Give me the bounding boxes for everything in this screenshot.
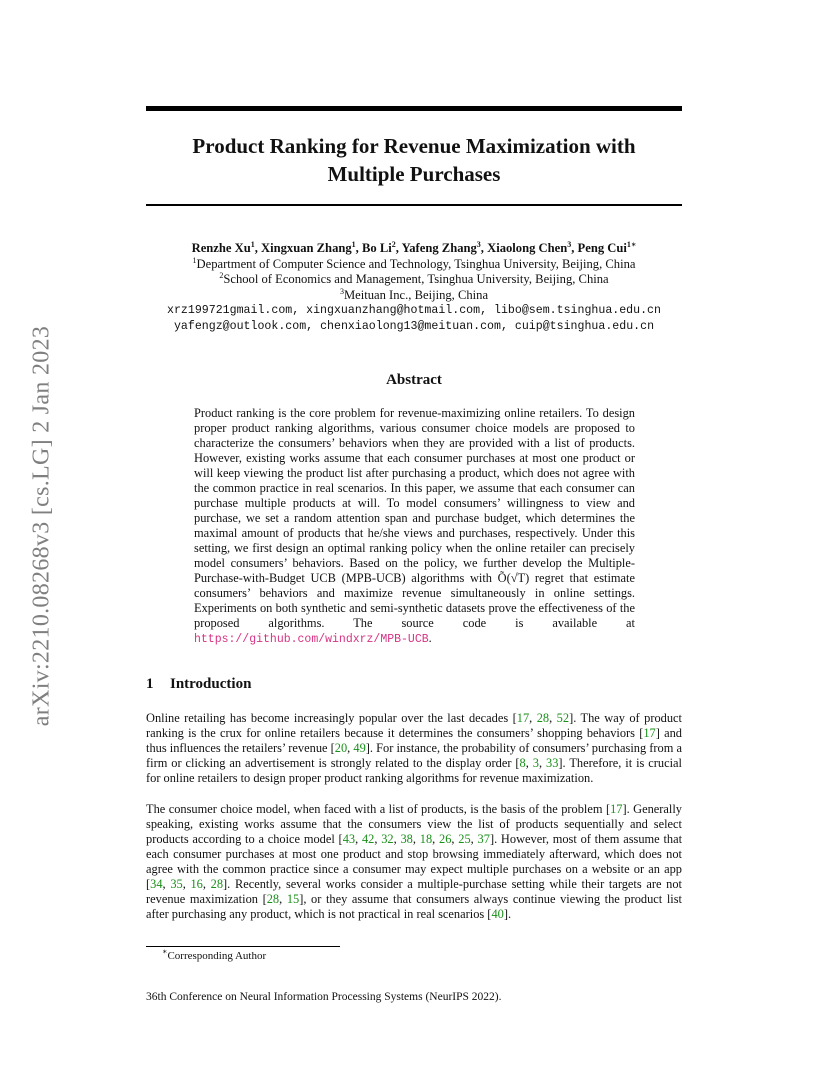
- citation-link[interactable]: 33: [546, 756, 559, 770]
- section-heading-introduction: [146, 676, 251, 693]
- author-list: Renzhe Xu$^1$, Xingxuan Zhang$^1$, Bo Li$^2$, Yafeng Zhang$^3$, Xiaolong Chen$^3$, Peng Cui$^{1∗}$: [191, 240, 637, 255]
- regret-bound-math: Õ(√T): [497, 571, 530, 585]
- citation-link[interactable]: 17: [610, 802, 623, 816]
- citation-link[interactable]: 43: [342, 832, 356, 846]
- citation-link[interactable]: 25: [458, 832, 471, 846]
- citation-link[interactable]: 20: [334, 741, 348, 755]
- section-title: Introduction: [170, 676, 252, 692]
- abstract-text-1: Product ranking is the core problem for revenue-maximizing online retailers. To design proper product ranking algorithms, various consumer choice models are proposed to characterize the consumers’ behaviors when they are provided with a list of products. However, existing works assume that each consumer purchases at most one product or will keep viewing the product list after purchasing a product, which does not agree with the common practice in real scenarios. In this paper, we assume that each consumer can purchase multiple products at will. To model consumers’ willingness to view and purchase, we set a random attention span and purchase budget, which determines the maximal amount of products that he/she views and purchases, respectively. Under this setting, we first design an optimal ranking policy when the online retailer can precisely model consumers’ behaviors. Based on the policy, we further develop the Multiple-Purchase-with-Budget UCB (MPB-UCB) algorithms with: [194, 406, 635, 585]
- citation-link[interactable]: 52: [556, 711, 570, 725]
- email-line-2: yafengz@outlook.com, chenxiaolong13@meituan.com, cuip@tsinghua.edu.cn: [173, 319, 655, 333]
- abstract-text-2: regret that estimate consumers’ behaviors and maximize revenue simultaneously in online settings. Experiments on both synthetic and semi-synthetic datasets prove the effectiveness of the proposed algorithms. The source code is available at: [194, 571, 635, 630]
- venue-line: 36th Conference on Neural Information Processing Systems (NeurIPS 2022).: [146, 991, 502, 1003]
- author-name: Yafeng Zhang: [401, 241, 477, 255]
- footnote-text: Corresponding Author: [167, 950, 267, 962]
- author-name: Xingxuan Zhang: [261, 241, 352, 255]
- title-line-2: Multiple Purchases: [327, 162, 501, 186]
- citation-link[interactable]: 28: [536, 711, 550, 725]
- citation-link[interactable]: 8: [519, 756, 526, 770]
- citation-link[interactable]: 16: [190, 877, 203, 891]
- title-bottom-rule: [146, 204, 682, 206]
- affiliation-text: Meituan Inc., Beijing, China: [343, 287, 489, 302]
- citation-link[interactable]: 26: [439, 832, 452, 846]
- section-number: 1: [146, 676, 154, 692]
- title-top-rule: [146, 106, 682, 111]
- affiliation-line: [146, 272, 682, 288]
- abstract-heading: Abstract: [386, 372, 442, 388]
- author-affiliation-mark: 1∗: [626, 240, 637, 249]
- citation-link[interactable]: 17: [516, 711, 530, 725]
- affiliation-mark: 2: [219, 271, 224, 280]
- author-name: Xiaolong Chen: [487, 241, 568, 255]
- arxiv-identifier-text: arXiv:2210.08268v3 [cs.LG] 2 Jan 2023: [28, 325, 55, 727]
- citation-link[interactable]: 15: [286, 892, 300, 906]
- citation-link[interactable]: 49: [353, 741, 366, 755]
- citation-link[interactable]: 28: [210, 877, 224, 891]
- author-affiliation-mark: 1: [250, 240, 255, 249]
- citation-link[interactable]: 18: [419, 832, 433, 846]
- affiliation-text: School of Economics and Management, Tsinghua University, Beijing, China: [223, 272, 609, 286]
- author-affiliation-mark: 3: [567, 240, 572, 249]
- affiliation-list: [146, 257, 682, 304]
- affiliation-line: [146, 288, 682, 304]
- affiliation-mark: 1: [192, 255, 197, 265]
- email-line-1: xrz199721gmail.com, xingxuanzhang@hotmail.com, libo@sem.tsinghua.edu.cn: [167, 304, 661, 317]
- citation-link[interactable]: 28: [266, 892, 280, 906]
- intro-paragraph-1: Online retailing has become increasingly popular over the last decades [17, 28, 52]. The way of product ranking is the crux for online retailers because it determines the consumers’ shopping behaviors [17] and thus influences the retailers’ revenue [20, 49]. For instance, the probability of consumers’ purchasing from a firm or clicking an advertisement is strongly related to the display order [8, 3, 33]. Therefore, it is crucial for online retailers to design proper product ranking algorithms for revenue maximization.: [146, 711, 682, 785]
- author-name: Renzhe Xu: [191, 241, 251, 255]
- affiliation-text: Department of Computer Science and Technology, Tsinghua University, Beijing, China: [196, 256, 636, 271]
- affiliation-mark: 3: [339, 286, 344, 296]
- citation-link[interactable]: 32: [381, 832, 394, 846]
- footnote-mark: ∗: [162, 947, 168, 956]
- intro-paragraph-2: The consumer choice model, when faced with a list of products, is the basis of the problem [17]. Generally speaking, existing works assume that the consumers view the list of products sequentially and select products according to a choice model [43, 42, 32, 38, 18, 26, 25, 37]. However, most of them assume that each consumer purchases at most one product and stop browsing immediately afterward, which does not agree with the common practice since a consumer may expect multiple purchases on a website or an app [34, 35, 16, 28]. Recently, several works consider a multiple-purchase setting while their targets are not revenue maximization [28, 15], or they assume that consumers always continue viewing the product list after purchasing any product, which is not practical in real scenarios [40].: [146, 802, 683, 921]
- affiliation-line: [146, 257, 682, 273]
- author-name: Bo Li: [361, 241, 392, 255]
- footnote: [162, 947, 267, 962]
- author-affiliation-mark: 2: [391, 240, 396, 249]
- title-line-1: Product Ranking for Revenue Maximization with: [192, 134, 636, 158]
- abstract-end: .: [428, 631, 432, 645]
- citation-link[interactable]: 17: [643, 726, 656, 740]
- paper-title: [146, 132, 682, 188]
- author-affiliation-mark: 3: [476, 240, 481, 249]
- citation-link[interactable]: 35: [170, 877, 183, 891]
- author-affiliation-mark: 1: [351, 240, 356, 249]
- citation-link[interactable]: 38: [400, 832, 413, 846]
- author-block: [146, 241, 682, 334]
- source-code-link[interactable]: https://github.com/windxrz/MPB-UCB: [194, 633, 429, 646]
- citation-link[interactable]: 34: [150, 877, 163, 891]
- citation-link[interactable]: 40: [491, 907, 504, 921]
- citation-link[interactable]: 37: [477, 832, 490, 846]
- citation-link[interactable]: 42: [361, 832, 375, 846]
- citation-link[interactable]: 3: [532, 756, 539, 770]
- abstract-body: [194, 406, 635, 647]
- author-name: Peng Cui: [577, 241, 627, 255]
- footnote-rule: [146, 946, 340, 947]
